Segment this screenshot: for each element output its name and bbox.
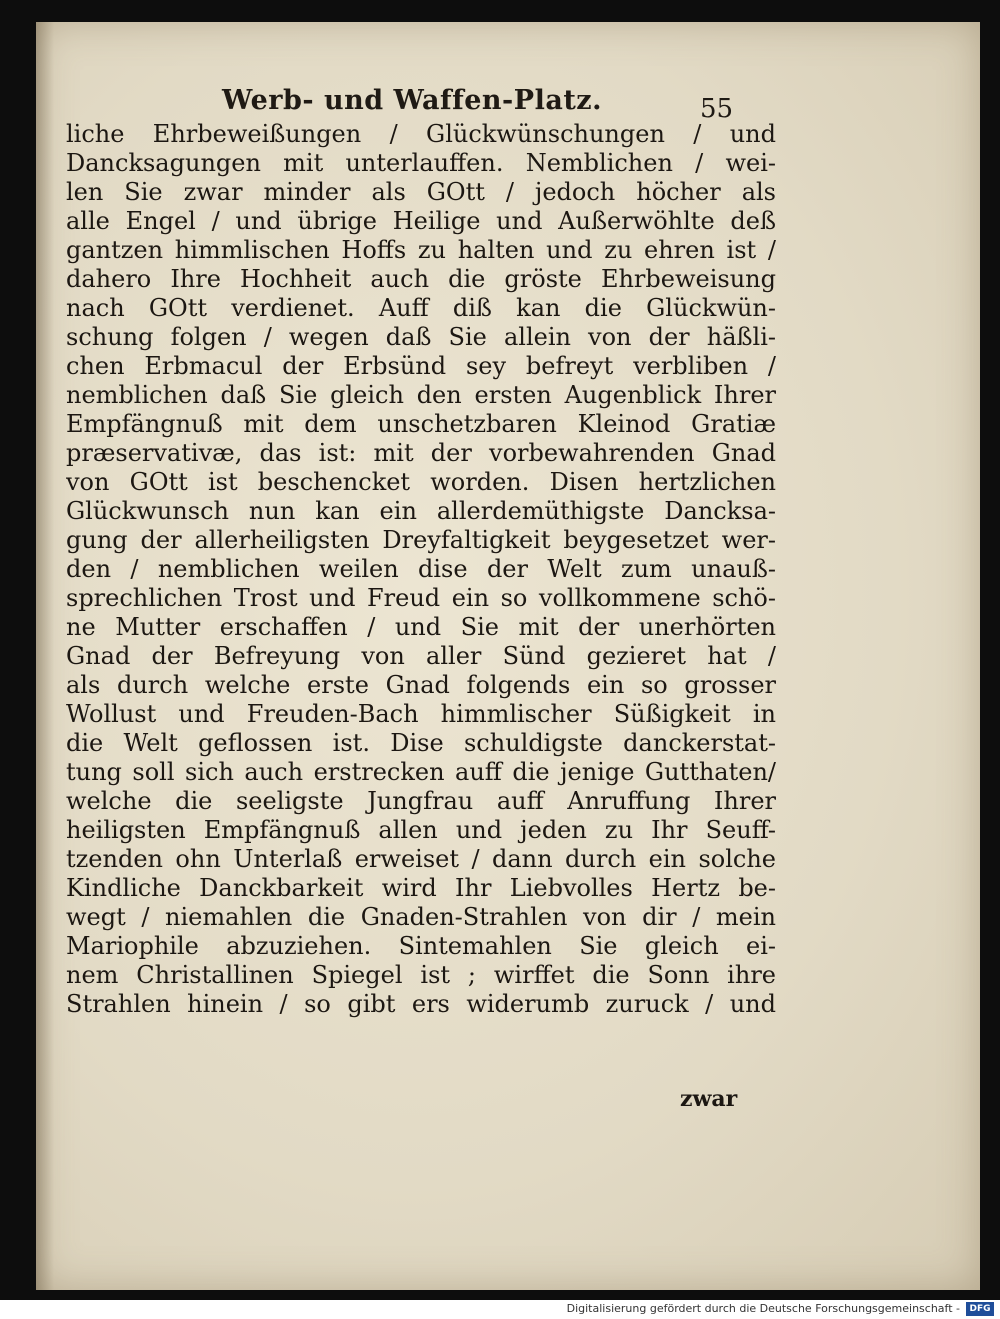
text-line: tzenden ohn Unterlaß erweiset / dann durch ein solche: [66, 845, 776, 873]
text-line: Wollust und Freuden-Bach himmlischer Süßigkeit in: [66, 700, 776, 728]
text-line: heiligsten Empfängnuß allen und jeden zu Ihr Seuff-: [66, 816, 776, 844]
text-line: chen Erbmacul der Erbsünd sey befreyt verbliben /: [66, 352, 776, 380]
text-line: tung soll sich auch erstrecken auff die jenige Gutthaten/: [66, 758, 776, 786]
text-line: ne Mutter erschaffen / und Sie mit der unerhörten: [66, 613, 776, 641]
footer-credit: Digitalisierung gefördert durch die Deutsche Forschungsgemeinschaft -: [566, 1302, 960, 1315]
body-text: [66, 120, 776, 1019]
text-line: Kindliche Danckbarkeit wird Ihr Liebvolles Hertz be-: [66, 874, 776, 902]
text-line: Strahlen hinein / so gibt ers widerumb zuruck / und: [66, 990, 776, 1018]
catchword: zwar: [680, 1086, 738, 1112]
text-line: Dancksagungen mit unterlauffen. Nemblichen / wei-: [66, 149, 776, 177]
dfg-logo: DFG: [966, 1302, 994, 1316]
text-line: als durch welche erste Gnad folgends ein so grosser: [66, 671, 776, 699]
text-line: gung der allerheiligsten Dreyfaltigkeit beygesetzet wer-: [66, 526, 776, 554]
text-line: gantzen himmlischen Hoffs zu halten und zu ehren ist /: [66, 236, 776, 264]
text-line: len Sie zwar minder als GOtt / jedoch höcher als: [66, 178, 776, 206]
text-line: præservativæ, das ist: mit der vorbewahrenden Gnad: [66, 439, 776, 467]
text-line: liche Ehrbeweißungen / Glückwünschungen / und: [66, 120, 776, 148]
text-line: dahero Ihre Hochheit auch die gröste Ehrbeweisung: [66, 265, 776, 293]
text-line: welche die seeligste Jungfrau auff Anruffung Ihrer: [66, 787, 776, 815]
text-line: Empfängnuß mit dem unschetzbaren Kleinod Gratiæ: [66, 410, 776, 438]
text-line: Glückwunsch nun kan ein allerdemüthigste Dancksa-: [66, 497, 776, 525]
page-gutter-shadow: [36, 22, 54, 1290]
text-line: wegt / niemahlen die Gnaden-Strahlen von dir / mein: [66, 903, 776, 931]
text-line: Mariophile abzuziehen. Sintemahlen Sie gleich ei-: [66, 932, 776, 960]
text-line: den / nemblichen weilen dise der Welt zum unauß-: [66, 555, 776, 583]
text-line: nach GOtt verdienet. Auff diß kan die Glückwün-: [66, 294, 776, 322]
text-line: die Welt geflossen ist. Dise schuldigste danckerstat-: [66, 729, 776, 757]
text-line: schung folgen / wegen daß Sie allein von der häßli-: [66, 323, 776, 351]
text-line: von GOtt ist beschencket worden. Disen hertzlichen: [66, 468, 776, 496]
text-line: alle Engel / und übrige Heilige und Außerwöhlte deß: [66, 207, 776, 235]
text-line: nem Christallinen Spiegel ist ; wirffet die Sonn ihre: [66, 961, 776, 989]
running-head: Werb- und Waffen-Platz.: [222, 85, 603, 116]
text-line: sprechlichen Trost und Freud ein so vollkommene schö-: [66, 584, 776, 612]
page-number: 55: [700, 94, 734, 124]
text-line: nemblichen daß Sie gleich den ersten Augenblick Ihrer: [66, 381, 776, 409]
text-line: Gnad der Befreyung von aller Sünd gezieret hat /: [66, 642, 776, 670]
